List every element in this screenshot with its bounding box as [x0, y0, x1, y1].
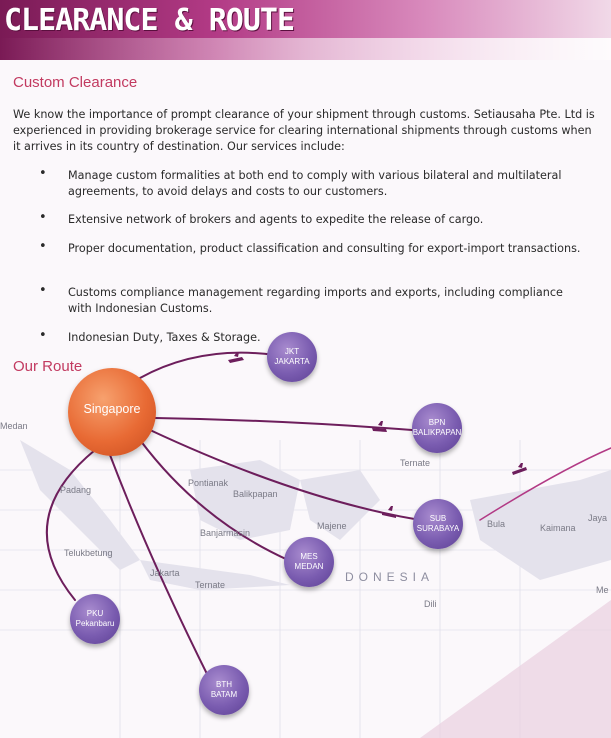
node-code: JKT	[284, 347, 300, 356]
hub-singapore	[68, 368, 156, 456]
service-text: Manage custom formalities at both end to comply with various bilateral and multilateral agreements, to avoid delays and costs to our customers.	[68, 169, 562, 198]
intro-paragraph: We know the importance of prompt clearance of your shipment through customs. Setiausaha Pte. Ltd is experienced in providing brokerage service for clearing international shipments through customs when it arrives in its country of destination. Our services include:	[13, 108, 595, 153]
map-label: Pontianak	[188, 478, 229, 488]
map-label: Me	[596, 585, 609, 595]
node-name: SURABAYA	[416, 524, 460, 533]
map-label: Ternate	[195, 580, 226, 590]
node-code: BTH	[216, 680, 232, 689]
route-jakarta	[140, 353, 275, 378]
map-label: Jaya	[588, 513, 608, 523]
map-label: Balikpapan	[233, 489, 278, 499]
node-name: MEDAN	[294, 562, 324, 571]
decor-sweep	[420, 600, 611, 738]
service-text: Proper documentation, product classification and consulting for export-import transactions.	[68, 242, 581, 255]
service-text: Indonesian Duty, Taxes & Storage.	[68, 331, 261, 344]
map-label: Medan	[0, 421, 28, 431]
map-label: Dili	[424, 599, 437, 609]
node-code: BPN	[428, 418, 446, 427]
plane-icon	[512, 463, 527, 475]
node-balikpapan	[412, 403, 462, 453]
node-medan	[284, 537, 334, 587]
bullet-icon: •	[39, 328, 47, 343]
map-label: Jakarta	[150, 568, 180, 578]
map-label: Telukbetung	[64, 548, 113, 558]
node-jakarta	[267, 332, 317, 382]
node-name: BALIKPAPAN	[412, 428, 462, 437]
node-code: MES	[300, 552, 318, 561]
bullet-icon: •	[39, 239, 47, 254]
page-title: CLEARANCE & ROUTE	[4, 3, 295, 38]
node-code: PKU	[86, 609, 104, 618]
node-batam	[199, 665, 249, 715]
bullet-icon: •	[39, 210, 47, 225]
node-pekanbaru	[70, 594, 120, 644]
map-label: Ternate	[400, 458, 431, 468]
bullet-icon: •	[39, 166, 47, 181]
service-text: Customs compliance management regarding imports and exports, including compliance with Indonesian Customs.	[68, 286, 563, 315]
custom-clearance-heading: Custom Clearance	[13, 74, 138, 91]
our-route-heading: Our Route	[13, 358, 83, 375]
map-label: Padang	[60, 485, 92, 495]
node-name: BATAM	[210, 690, 238, 699]
bullet-icon: •	[39, 283, 47, 298]
map-label: Majene	[317, 521, 347, 531]
node-name: JAKARTA	[274, 357, 310, 366]
plane-icon	[382, 506, 396, 518]
service-text: Extensive network of brokers and agents to expedite the release of cargo.	[68, 213, 484, 226]
map-label: Bula	[487, 519, 506, 529]
map-label: Banjarmasin	[200, 528, 251, 538]
map-label: DONESIA	[345, 570, 435, 584]
node-code: SUB	[429, 514, 447, 523]
node-name: Pekanbaru	[75, 619, 115, 628]
hub-label: Singapore	[83, 402, 141, 416]
node-surabaya	[413, 499, 463, 549]
map-label: Kaimana	[540, 523, 576, 533]
